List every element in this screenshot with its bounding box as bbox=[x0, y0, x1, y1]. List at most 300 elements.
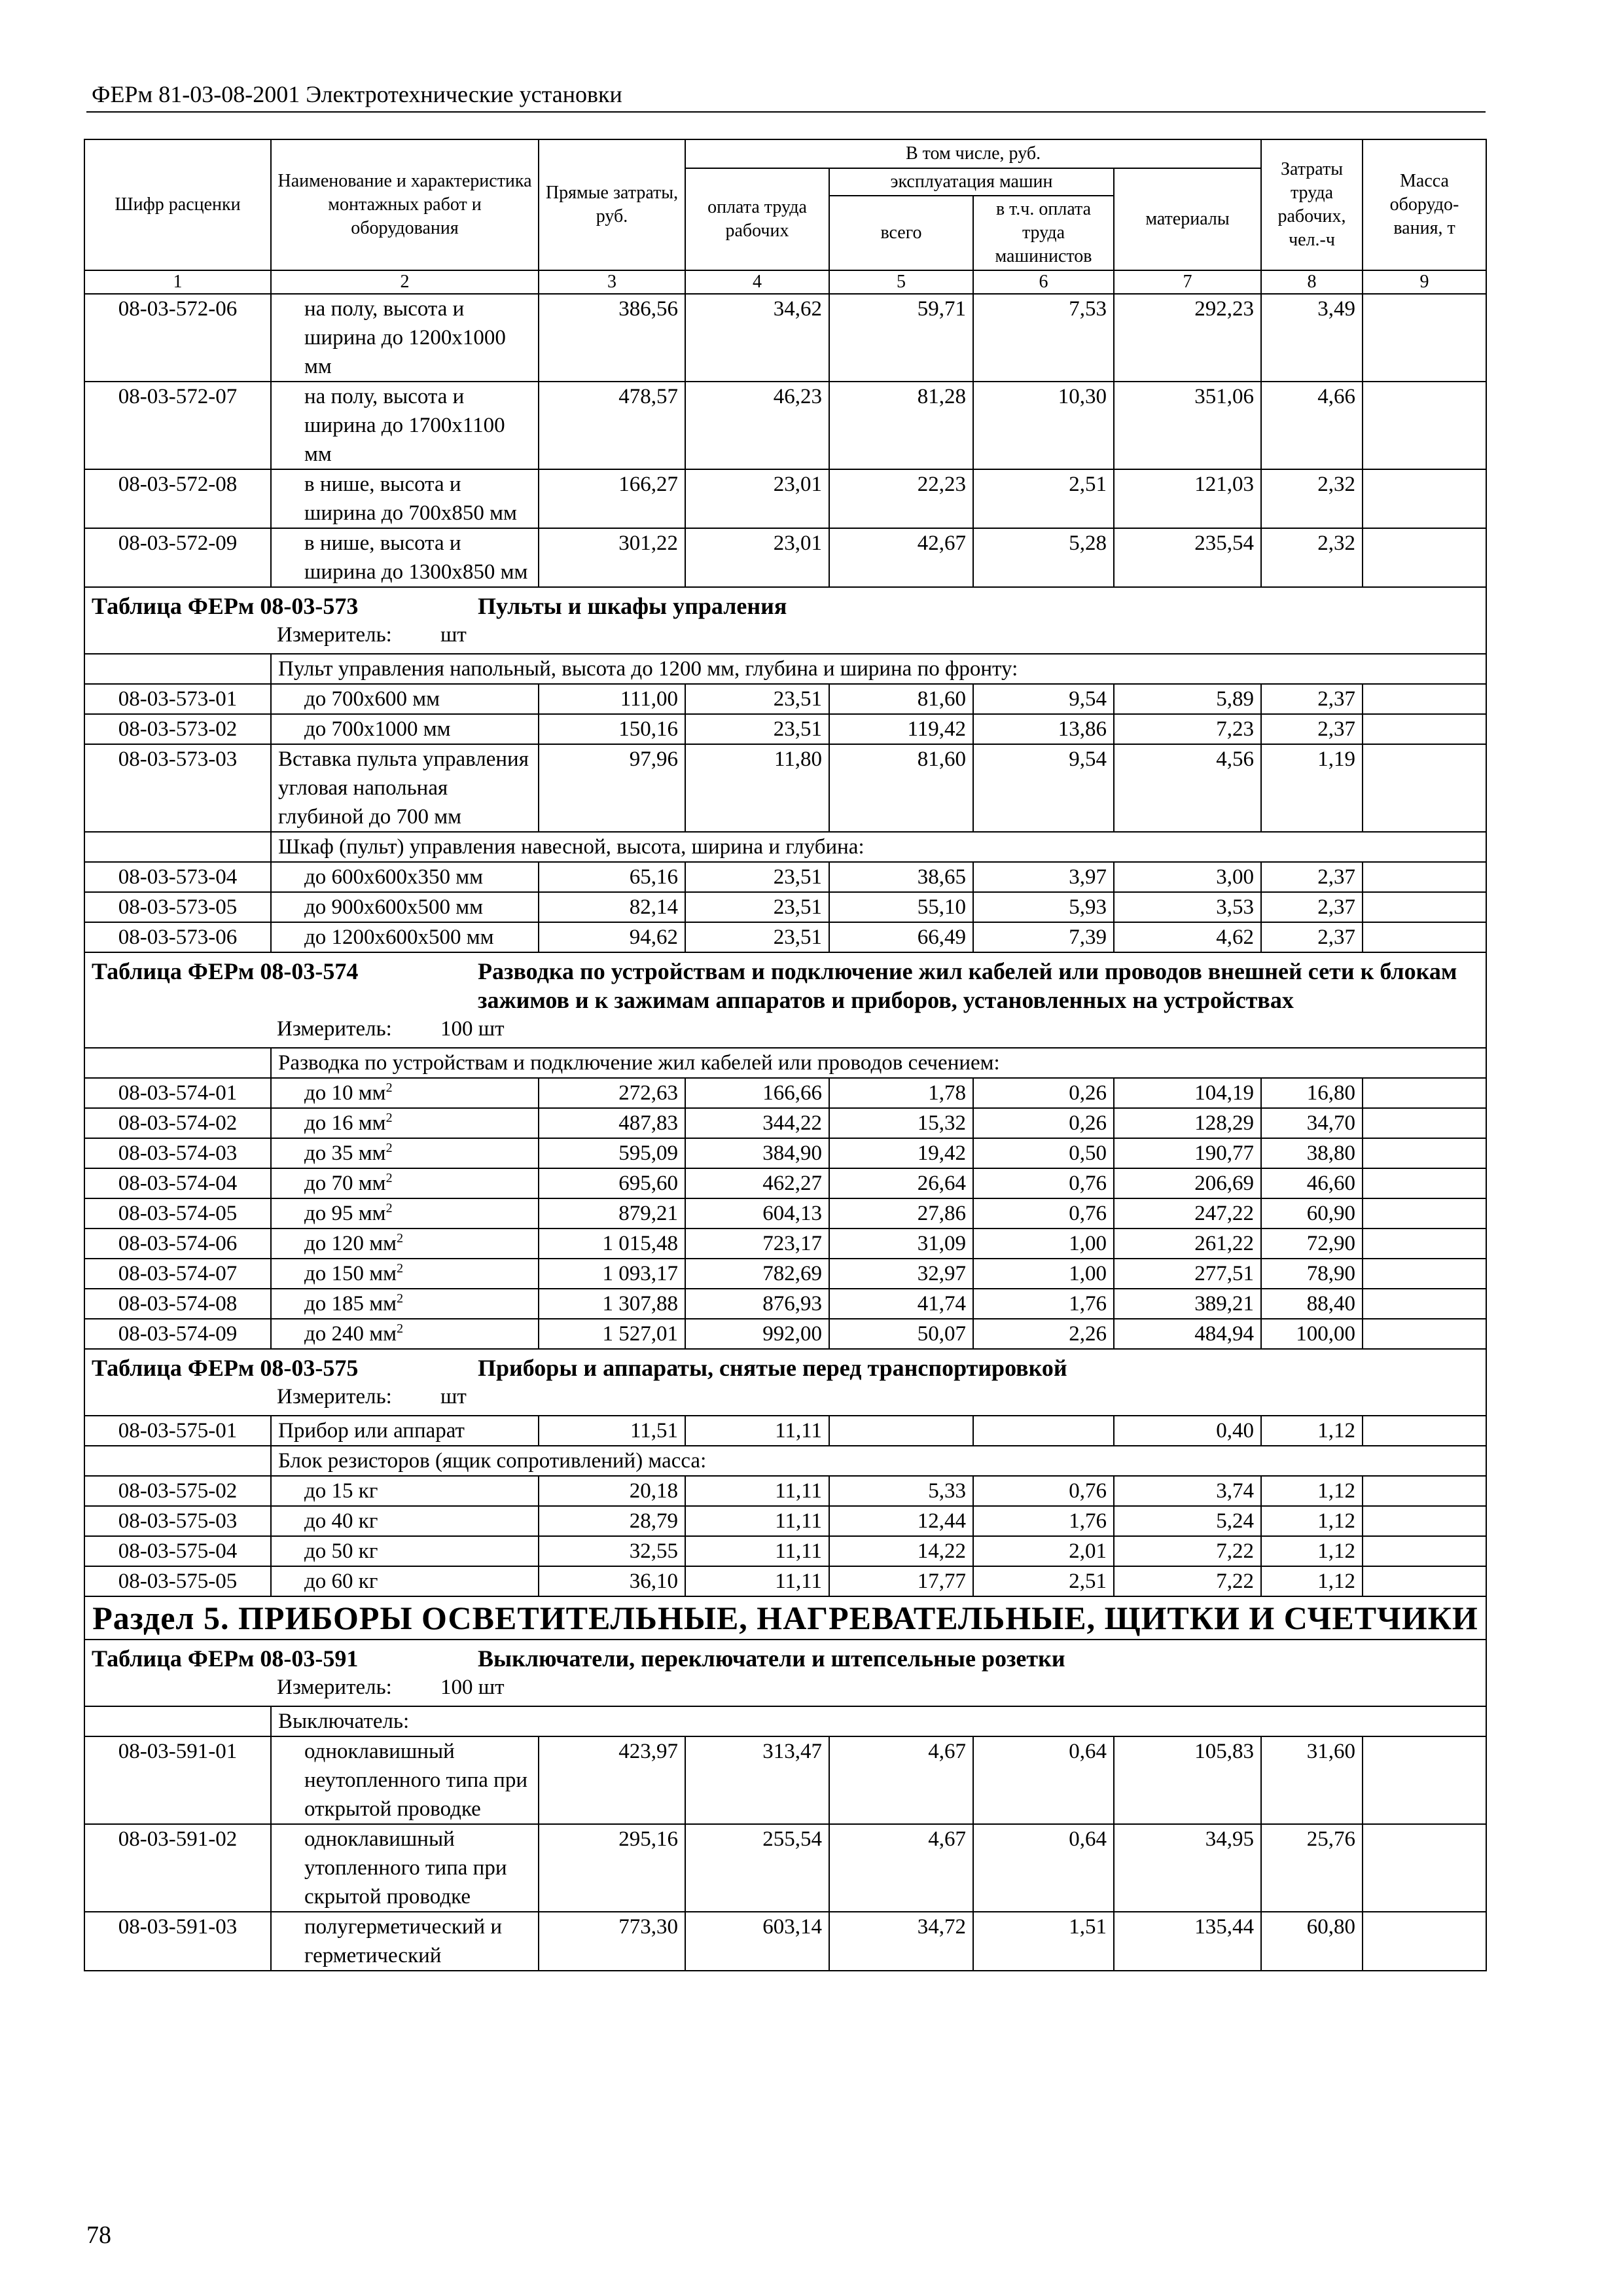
table-row bbox=[84, 684, 1486, 714]
equipment-mass bbox=[1363, 1198, 1486, 1229]
direct-cost: 773,30 bbox=[539, 1912, 685, 1971]
labor-hours: 1,12 bbox=[1261, 1476, 1363, 1506]
table-row bbox=[84, 1108, 1486, 1138]
table-label: Таблица ФЕРм 08-03-575 bbox=[92, 1355, 359, 1381]
labor-cost: 46,23 bbox=[685, 382, 829, 469]
materials-cost: 5,24 bbox=[1114, 1506, 1261, 1536]
materials-cost: 484,94 bbox=[1114, 1319, 1261, 1349]
size-value: до 240 bbox=[304, 1322, 365, 1346]
rate-code: 08-03-574-07 bbox=[84, 1259, 271, 1289]
size-value: до 120 bbox=[304, 1232, 365, 1255]
col-num: 4 bbox=[685, 270, 829, 294]
table-row bbox=[84, 1229, 1486, 1259]
materials-cost: 121,03 bbox=[1114, 469, 1261, 528]
equipment-mass bbox=[1363, 1416, 1486, 1446]
materials-cost: 135,44 bbox=[1114, 1912, 1261, 1971]
labor-cost: 255,54 bbox=[685, 1824, 829, 1912]
equipment-mass bbox=[1363, 294, 1486, 382]
direct-cost: 272,63 bbox=[539, 1078, 685, 1108]
direct-cost: 487,83 bbox=[539, 1108, 685, 1138]
equipment-mass bbox=[1363, 382, 1486, 469]
col-num: 1 bbox=[84, 270, 271, 294]
direct-cost: 94,62 bbox=[539, 922, 685, 952]
direct-cost: 386,56 bbox=[539, 294, 685, 382]
table-row bbox=[84, 1319, 1486, 1349]
column-number-row bbox=[84, 270, 1486, 294]
size-value: до 35 bbox=[304, 1141, 353, 1165]
work-name bbox=[271, 1078, 539, 1108]
work-name: Вставка пульта управления угловая напольная глубиной до 700 мм bbox=[271, 744, 539, 832]
direct-cost: 478,57 bbox=[539, 382, 685, 469]
equipment-mass bbox=[1363, 1476, 1486, 1506]
meter-label: Измеритель: bbox=[277, 1676, 392, 1699]
machine-operators: 0,26 bbox=[973, 1108, 1114, 1138]
size-value: до 70 bbox=[304, 1172, 353, 1195]
work-name: до 60 кг bbox=[271, 1566, 539, 1596]
machines-total: 12,44 bbox=[829, 1506, 973, 1536]
table-label: Таблица ФЕРм 08-03-573 bbox=[92, 593, 359, 619]
work-name: в нише, высота и ширина до 1300х850 мм bbox=[271, 528, 539, 587]
meter-line bbox=[92, 1014, 1479, 1043]
table-label: Таблица ФЕРм 08-03-574 bbox=[92, 958, 359, 984]
direct-cost: 32,55 bbox=[539, 1536, 685, 1566]
col-num: 6 bbox=[973, 270, 1114, 294]
table-caption-row bbox=[84, 587, 1486, 654]
table-title: Приборы и аппараты, снятые перед транспортировкой bbox=[478, 1355, 1067, 1381]
labor-hours: 1,12 bbox=[1261, 1566, 1363, 1596]
machines-total: 4,67 bbox=[829, 1736, 973, 1824]
rate-code: 08-03-575-04 bbox=[84, 1536, 271, 1566]
table-row bbox=[84, 294, 1486, 382]
rate-code: 08-03-573-04 bbox=[84, 862, 271, 892]
unit-sup: 2 bbox=[397, 1321, 404, 1336]
machine-operators: 0,64 bbox=[973, 1824, 1114, 1912]
col-header-hours: Затраты труда рабочих, чел.-ч bbox=[1261, 139, 1363, 270]
labor-cost: 11,11 bbox=[685, 1416, 829, 1446]
col-num: 8 bbox=[1261, 270, 1363, 294]
group-note: Блок резисторов (ящик сопротивлений) масса: bbox=[271, 1446, 1486, 1476]
machine-operators: 2,26 bbox=[973, 1319, 1114, 1349]
rate-code: 08-03-572-09 bbox=[84, 528, 271, 587]
table-row bbox=[84, 1168, 1486, 1198]
direct-cost: 301,22 bbox=[539, 528, 685, 587]
work-name bbox=[271, 1229, 539, 1259]
col-num: 7 bbox=[1114, 270, 1261, 294]
machines-total: 119,42 bbox=[829, 714, 973, 744]
rate-code: 08-03-574-03 bbox=[84, 1138, 271, 1168]
materials-cost: 5,89 bbox=[1114, 684, 1261, 714]
machines-total: 42,67 bbox=[829, 528, 973, 587]
col-header-m-total: всего bbox=[829, 196, 973, 270]
unit: мм bbox=[369, 1232, 397, 1255]
direct-cost: 695,60 bbox=[539, 1168, 685, 1198]
work-name bbox=[271, 1168, 539, 1198]
machine-operators: 2,51 bbox=[973, 1566, 1114, 1596]
table-row bbox=[84, 922, 1486, 952]
labor-cost: 313,47 bbox=[685, 1736, 829, 1824]
rate-code: 08-03-574-08 bbox=[84, 1289, 271, 1319]
table-row bbox=[84, 382, 1486, 469]
equipment-mass bbox=[1363, 1289, 1486, 1319]
equipment-mass bbox=[1363, 1536, 1486, 1566]
machine-operators: 1,51 bbox=[973, 1912, 1114, 1971]
rate-code: 08-03-574-04 bbox=[84, 1168, 271, 1198]
labor-hours: 1,19 bbox=[1261, 744, 1363, 832]
direct-cost: 879,21 bbox=[539, 1198, 685, 1229]
materials-cost: 351,06 bbox=[1114, 382, 1261, 469]
unit-sup: 2 bbox=[385, 1171, 393, 1185]
unit-sup: 2 bbox=[397, 1261, 404, 1276]
direct-cost: 111,00 bbox=[539, 684, 685, 714]
labor-cost: 992,00 bbox=[685, 1319, 829, 1349]
machines-total: 81,28 bbox=[829, 382, 973, 469]
materials-cost: 3,53 bbox=[1114, 892, 1261, 922]
materials-cost: 190,77 bbox=[1114, 1138, 1261, 1168]
equipment-mass bbox=[1363, 684, 1486, 714]
machine-operators: 0,26 bbox=[973, 1078, 1114, 1108]
meter-label: Измеритель: bbox=[277, 623, 392, 647]
labor-cost: 604,13 bbox=[685, 1198, 829, 1229]
equipment-mass bbox=[1363, 1319, 1486, 1349]
work-name bbox=[271, 1198, 539, 1229]
machines-total: 55,10 bbox=[829, 892, 973, 922]
unit: мм bbox=[369, 1292, 397, 1316]
work-name: до 700х1000 мм bbox=[271, 714, 539, 744]
work-name: в нише, высота и ширина до 700х850 мм bbox=[271, 469, 539, 528]
rate-code: 08-03-575-03 bbox=[84, 1506, 271, 1536]
meter-value: 100 шт bbox=[440, 1676, 505, 1699]
labor-cost: 23,51 bbox=[685, 922, 829, 952]
table-row bbox=[84, 1736, 1486, 1824]
table-row bbox=[84, 714, 1486, 744]
col-header-materials: материалы bbox=[1114, 168, 1261, 270]
group-note-row bbox=[84, 1048, 1486, 1078]
labor-cost: 876,93 bbox=[685, 1289, 829, 1319]
table-caption-row bbox=[84, 1349, 1486, 1416]
materials-cost: 389,21 bbox=[1114, 1289, 1261, 1319]
unit-sup: 2 bbox=[385, 1141, 393, 1155]
table-row bbox=[84, 1078, 1486, 1108]
direct-cost: 82,14 bbox=[539, 892, 685, 922]
materials-cost: 292,23 bbox=[1114, 294, 1261, 382]
rate-code: 08-03-574-09 bbox=[84, 1319, 271, 1349]
labor-hours: 31,60 bbox=[1261, 1736, 1363, 1824]
table-title: Выключатели, переключатели и штепсельные розетки bbox=[478, 1645, 1065, 1672]
table-caption-573 bbox=[84, 587, 1486, 654]
machine-operators: 3,97 bbox=[973, 862, 1114, 892]
labor-hours: 25,76 bbox=[1261, 1824, 1363, 1912]
machine-operators bbox=[973, 1416, 1114, 1446]
work-name: одноклавишный неутопленного типа при открытой проводке bbox=[271, 1736, 539, 1824]
equipment-mass bbox=[1363, 528, 1486, 587]
unit: мм bbox=[358, 1202, 386, 1225]
labor-hours: 72,90 bbox=[1261, 1229, 1363, 1259]
machine-operators: 5,93 bbox=[973, 892, 1114, 922]
col-num: 9 bbox=[1363, 270, 1486, 294]
rate-code: 08-03-591-02 bbox=[84, 1824, 271, 1912]
materials-cost: 7,23 bbox=[1114, 714, 1261, 744]
work-name bbox=[271, 1108, 539, 1138]
section-row bbox=[84, 1596, 1486, 1640]
labor-cost: 11,80 bbox=[685, 744, 829, 832]
machines-total: 14,22 bbox=[829, 1536, 973, 1566]
unit: мм bbox=[358, 1081, 386, 1105]
machine-operators: 0,76 bbox=[973, 1198, 1114, 1229]
size-value: до 95 bbox=[304, 1202, 353, 1225]
table-row bbox=[84, 1824, 1486, 1912]
col-num: 3 bbox=[539, 270, 685, 294]
rate-code: 08-03-575-05 bbox=[84, 1566, 271, 1596]
labor-cost: 11,11 bbox=[685, 1566, 829, 1596]
materials-cost: 3,74 bbox=[1114, 1476, 1261, 1506]
meter-value: 100 шт bbox=[440, 1017, 505, 1041]
materials-cost: 3,00 bbox=[1114, 862, 1261, 892]
col-header-labor: оплата труда рабочих bbox=[685, 168, 829, 270]
labor-hours: 2,37 bbox=[1261, 862, 1363, 892]
col-num: 5 bbox=[829, 270, 973, 294]
col-header-code: Шифр расценки bbox=[84, 139, 271, 270]
equipment-mass bbox=[1363, 1108, 1486, 1138]
direct-cost: 595,09 bbox=[539, 1138, 685, 1168]
equipment-mass bbox=[1363, 1259, 1486, 1289]
work-name: Прибор или аппарат bbox=[271, 1416, 539, 1446]
table-row bbox=[84, 1198, 1486, 1229]
labor-hours: 4,66 bbox=[1261, 382, 1363, 469]
machines-total: 17,77 bbox=[829, 1566, 973, 1596]
materials-cost: 235,54 bbox=[1114, 528, 1261, 587]
direct-cost: 166,27 bbox=[539, 469, 685, 528]
size-value: до 10 bbox=[304, 1081, 353, 1105]
table-caption-574 bbox=[84, 952, 1486, 1048]
machines-total: 19,42 bbox=[829, 1138, 973, 1168]
group-note: Пульт управления напольный, высота до 1200 мм, глубина и ширина по фронту: bbox=[271, 654, 1486, 684]
machine-operators: 13,86 bbox=[973, 714, 1114, 744]
table-row bbox=[84, 1912, 1486, 1971]
direct-cost: 20,18 bbox=[539, 1476, 685, 1506]
labor-cost: 11,11 bbox=[685, 1506, 829, 1536]
group-note-row bbox=[84, 654, 1486, 684]
rate-code: 08-03-574-06 bbox=[84, 1229, 271, 1259]
labor-cost: 384,90 bbox=[685, 1138, 829, 1168]
machines-total: 59,71 bbox=[829, 294, 973, 382]
equipment-mass bbox=[1363, 862, 1486, 892]
group-note-row bbox=[84, 1706, 1486, 1736]
machines-total: 34,72 bbox=[829, 1912, 973, 1971]
labor-cost: 23,01 bbox=[685, 528, 829, 587]
col-header-m-operators: в т.ч. оплата труда машинистов bbox=[973, 196, 1114, 270]
equipment-mass bbox=[1363, 1736, 1486, 1824]
machine-operators: 1,76 bbox=[973, 1506, 1114, 1536]
machines-total: 50,07 bbox=[829, 1319, 973, 1349]
rate-code: 08-03-575-01 bbox=[84, 1416, 271, 1446]
equipment-mass bbox=[1363, 1912, 1486, 1971]
rate-code: 08-03-574-01 bbox=[84, 1078, 271, 1108]
work-name: одноклавишный утопленного типа при скрытой проводке bbox=[271, 1824, 539, 1912]
rate-code: 08-03-573-06 bbox=[84, 922, 271, 952]
machines-total: 5,33 bbox=[829, 1476, 973, 1506]
labor-cost: 23,51 bbox=[685, 862, 829, 892]
labor-hours: 46,60 bbox=[1261, 1168, 1363, 1198]
machine-operators: 0,50 bbox=[973, 1138, 1114, 1168]
rate-code: 08-03-572-06 bbox=[84, 294, 271, 382]
meter-label: Измеритель: bbox=[277, 1017, 392, 1041]
labor-hours: 100,00 bbox=[1261, 1319, 1363, 1349]
table-caption-575 bbox=[84, 1349, 1486, 1416]
equipment-mass bbox=[1363, 1566, 1486, 1596]
table-row bbox=[84, 1536, 1486, 1566]
table-caption-591 bbox=[84, 1640, 1486, 1706]
table-row bbox=[84, 1416, 1486, 1446]
table-header bbox=[84, 139, 1486, 294]
col-header-incl: В том числе, руб. bbox=[685, 139, 1261, 168]
work-name: до 15 кг bbox=[271, 1476, 539, 1506]
machine-operators: 9,54 bbox=[973, 684, 1114, 714]
materials-cost: 0,40 bbox=[1114, 1416, 1261, 1446]
labor-hours: 60,80 bbox=[1261, 1912, 1363, 1971]
machines-total: 27,86 bbox=[829, 1198, 973, 1229]
unit-sup: 2 bbox=[397, 1231, 404, 1246]
work-name: до 900х600х500 мм bbox=[271, 892, 539, 922]
table-row bbox=[84, 1566, 1486, 1596]
table-title: Пульты и шкафы упраления bbox=[478, 593, 787, 619]
direct-cost: 97,96 bbox=[539, 744, 685, 832]
labor-hours: 2,32 bbox=[1261, 469, 1363, 528]
section-title: Раздел 5. ПРИБОРЫ ОСВЕТИТЕЛЬНЫЕ, НАГРЕВАТЕЛЬНЫЕ, ЩИТКИ И СЧЕТЧИКИ bbox=[84, 1596, 1486, 1640]
machine-operators: 0,64 bbox=[973, 1736, 1114, 1824]
table-row bbox=[84, 528, 1486, 587]
work-name: на полу, высота и ширина до 1200х1000 мм bbox=[271, 294, 539, 382]
table-row bbox=[84, 744, 1486, 832]
labor-hours: 38,80 bbox=[1261, 1138, 1363, 1168]
table-row bbox=[84, 1476, 1486, 1506]
machines-total: 41,74 bbox=[829, 1289, 973, 1319]
table-body bbox=[84, 294, 1486, 1971]
machines-total: 38,65 bbox=[829, 862, 973, 892]
direct-cost: 28,79 bbox=[539, 1506, 685, 1536]
rate-code: 08-03-573-05 bbox=[84, 892, 271, 922]
meter-line bbox=[92, 620, 1479, 649]
machines-total: 81,60 bbox=[829, 744, 973, 832]
col-header-machines: эксплуатация машин bbox=[829, 168, 1114, 196]
group-note: Разводка по устройствам и подключение жил кабелей или проводов сечением: bbox=[271, 1048, 1486, 1078]
materials-cost: 128,29 bbox=[1114, 1108, 1261, 1138]
unit-sup: 2 bbox=[385, 1111, 393, 1125]
work-name: на полу, высота и ширина до 1700х1100 мм bbox=[271, 382, 539, 469]
materials-cost: 104,19 bbox=[1114, 1078, 1261, 1108]
materials-cost: 34,95 bbox=[1114, 1824, 1261, 1912]
materials-cost: 7,22 bbox=[1114, 1536, 1261, 1566]
work-name bbox=[271, 1138, 539, 1168]
machine-operators: 1,00 bbox=[973, 1229, 1114, 1259]
rate-code: 08-03-574-02 bbox=[84, 1108, 271, 1138]
unit: мм bbox=[358, 1111, 386, 1135]
rate-code: 08-03-591-03 bbox=[84, 1912, 271, 1971]
equipment-mass bbox=[1363, 469, 1486, 528]
table-row bbox=[84, 1138, 1486, 1168]
table-row bbox=[84, 1259, 1486, 1289]
meter-value: шт bbox=[440, 623, 467, 647]
direct-cost: 1 015,48 bbox=[539, 1229, 685, 1259]
running-header bbox=[86, 79, 1486, 113]
direct-cost: 1 307,88 bbox=[539, 1289, 685, 1319]
equipment-mass bbox=[1363, 714, 1486, 744]
labor-hours: 2,32 bbox=[1261, 528, 1363, 587]
size-value: до 150 bbox=[304, 1262, 365, 1285]
labor-hours: 16,80 bbox=[1261, 1078, 1363, 1108]
table-row bbox=[84, 892, 1486, 922]
labor-hours: 2,37 bbox=[1261, 714, 1363, 744]
rate-code: 08-03-572-07 bbox=[84, 382, 271, 469]
work-name: полугерметический и герметический bbox=[271, 1912, 539, 1971]
equipment-mass bbox=[1363, 1824, 1486, 1912]
materials-cost: 4,56 bbox=[1114, 744, 1261, 832]
labor-hours: 2,37 bbox=[1261, 684, 1363, 714]
materials-cost: 206,69 bbox=[1114, 1168, 1261, 1198]
materials-cost: 7,22 bbox=[1114, 1566, 1261, 1596]
equipment-mass bbox=[1363, 922, 1486, 952]
work-name bbox=[271, 1259, 539, 1289]
table-row bbox=[84, 862, 1486, 892]
col-header-name: Наименование и характеристика монтажных работ и оборудования bbox=[271, 139, 539, 270]
direct-cost: 1 527,01 bbox=[539, 1319, 685, 1349]
rate-code: 08-03-573-03 bbox=[84, 744, 271, 832]
materials-cost: 4,62 bbox=[1114, 922, 1261, 952]
machines-total bbox=[829, 1416, 973, 1446]
group-note: Шкаф (пульт) управления навесной, высота, ширина и глубина: bbox=[271, 832, 1486, 862]
unit: мм bbox=[358, 1172, 386, 1195]
machines-total: 15,32 bbox=[829, 1108, 973, 1138]
machines-total: 81,60 bbox=[829, 684, 973, 714]
labor-hours: 1,12 bbox=[1261, 1536, 1363, 1566]
direct-cost: 36,10 bbox=[539, 1566, 685, 1596]
rate-code: 08-03-575-02 bbox=[84, 1476, 271, 1506]
machine-operators: 9,54 bbox=[973, 744, 1114, 832]
machines-total: 32,97 bbox=[829, 1259, 973, 1289]
meter-line bbox=[92, 1673, 1479, 1702]
labor-cost: 782,69 bbox=[685, 1259, 829, 1289]
col-header-direct: Прямые затраты, руб. bbox=[539, 139, 685, 270]
work-name bbox=[271, 1289, 539, 1319]
labor-cost: 23,51 bbox=[685, 714, 829, 744]
machine-operators: 5,28 bbox=[973, 528, 1114, 587]
equipment-mass bbox=[1363, 892, 1486, 922]
group-note-row bbox=[84, 1446, 1486, 1476]
labor-hours: 60,90 bbox=[1261, 1198, 1363, 1229]
materials-cost: 247,22 bbox=[1114, 1198, 1261, 1229]
page-number: 78 bbox=[86, 2221, 111, 2249]
equipment-mass bbox=[1363, 744, 1486, 832]
equipment-mass bbox=[1363, 1168, 1486, 1198]
rate-code: 08-03-574-05 bbox=[84, 1198, 271, 1229]
labor-hours: 2,37 bbox=[1261, 922, 1363, 952]
direct-cost: 295,16 bbox=[539, 1824, 685, 1912]
direct-cost: 1 093,17 bbox=[539, 1259, 685, 1289]
unit: мм bbox=[369, 1322, 397, 1346]
work-name: до 40 кг bbox=[271, 1506, 539, 1536]
rates-table bbox=[84, 139, 1487, 1971]
meter-label: Измеритель: bbox=[277, 1385, 392, 1408]
equipment-mass bbox=[1363, 1229, 1486, 1259]
machines-total: 66,49 bbox=[829, 922, 973, 952]
labor-cost: 603,14 bbox=[685, 1912, 829, 1971]
unit-sup: 2 bbox=[385, 1201, 393, 1215]
unit: мм bbox=[369, 1262, 397, 1285]
equipment-mass bbox=[1363, 1138, 1486, 1168]
labor-cost: 23,51 bbox=[685, 684, 829, 714]
unit: мм bbox=[358, 1141, 386, 1165]
machine-operators: 0,76 bbox=[973, 1168, 1114, 1198]
work-name bbox=[271, 1319, 539, 1349]
